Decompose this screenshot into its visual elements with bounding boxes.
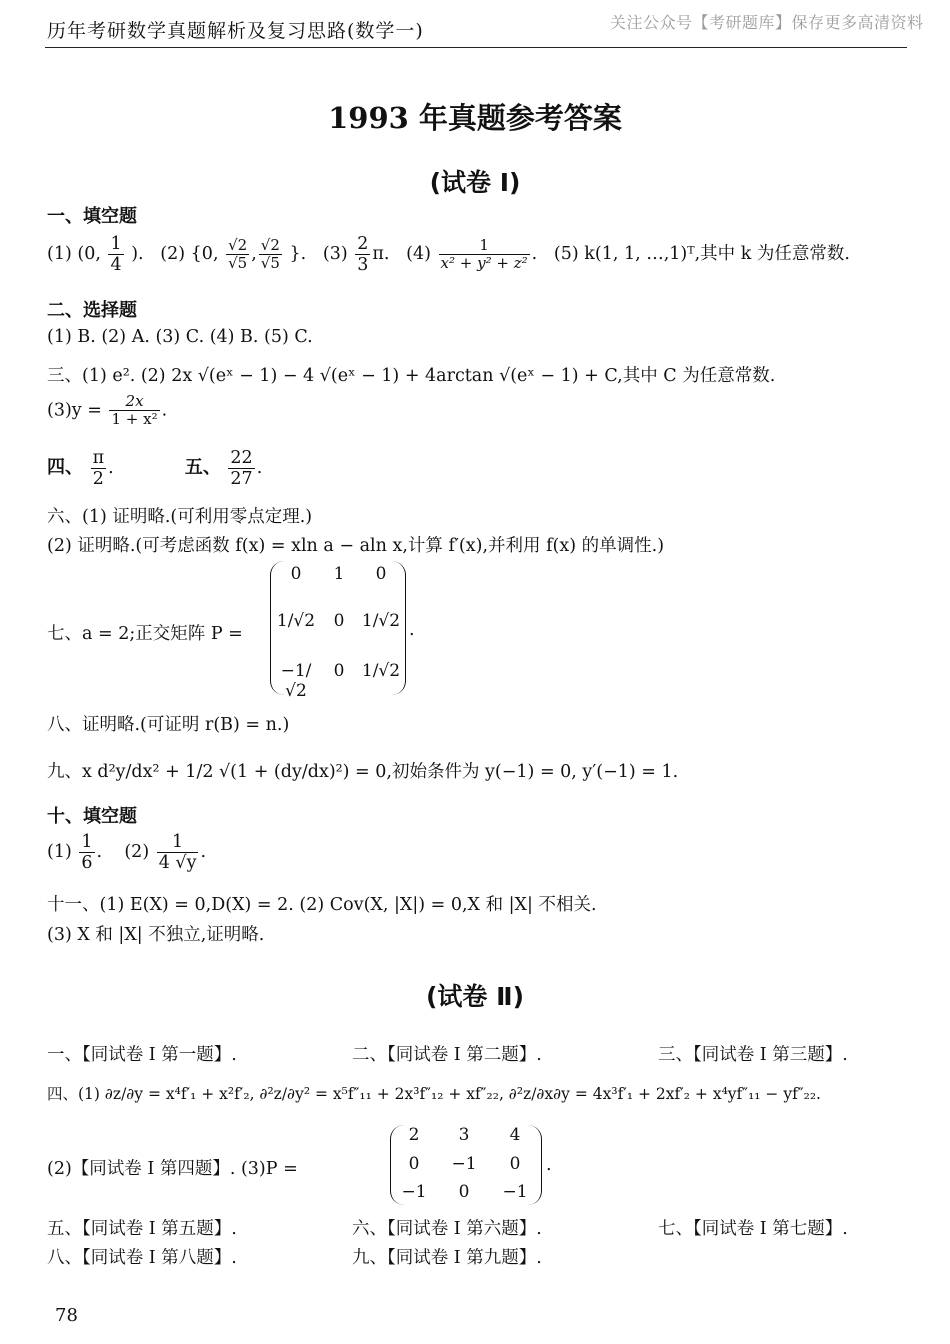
p-cell-11: 0 xyxy=(333,611,345,631)
s1-q2-a-den: √5 xyxy=(228,254,248,273)
running-header: 历年考研数学真题解析及复习思路(数学一) xyxy=(47,20,424,42)
section-9: 九、x d²y/dx² + 1/2 √(1 + (dy/dx)²) = 0,初始条件为 y(−1) = 0, y′(−1) = 1. xyxy=(47,762,679,782)
s1-q1-den: 4 xyxy=(110,255,122,276)
s10-q1-den: 6 xyxy=(81,853,93,874)
watermark-note: 关注公众号【考研题库】保存更多高清资料 xyxy=(610,13,924,32)
s1-q2-comma: , xyxy=(251,244,257,265)
p2-section-4-tail: . xyxy=(546,1155,552,1175)
p2-cell-01: 3 xyxy=(458,1125,470,1145)
s1-q1-open: (0, xyxy=(77,244,101,265)
s10-q2-tail: . xyxy=(200,842,207,863)
s1-q1-label: (1) xyxy=(47,244,72,265)
s1-q4-num: 1 xyxy=(439,237,530,255)
p-cell-00: 0 xyxy=(290,564,302,584)
section-10-answers xyxy=(47,832,206,873)
s5-label: 五、 xyxy=(184,457,221,479)
section-7-tail: . xyxy=(409,620,415,640)
section-1-answers xyxy=(47,234,850,275)
section-1-heading: 一、填空题 xyxy=(47,206,137,227)
page-title: 1993 年真题参考答案 xyxy=(328,101,622,135)
s10-q1-num: 1 xyxy=(81,832,93,852)
section-8: 八、证明略.(可证明 r(B) = n.) xyxy=(47,715,290,735)
s1-q2-b-num: √2 xyxy=(260,235,280,254)
s10-q1-tail: . xyxy=(96,842,103,863)
s1-q4-fraction xyxy=(439,237,530,273)
s10-q1-fraction xyxy=(79,832,94,873)
section-2-answers: (1) B. (2) A. (3) C. (4) B. (5) C. xyxy=(47,327,313,347)
s4-fraction xyxy=(91,448,107,489)
p-cell-12: 1/√2 xyxy=(361,611,401,631)
s1-q1-num: 1 xyxy=(110,234,122,254)
p2-row2-item2: 六、【同试卷 Ⅰ 第六题】. xyxy=(352,1219,542,1239)
section-7-text: 七、a = 2;正交矩阵 P = xyxy=(47,624,243,644)
p2-row2-item3: 七、【同试卷 Ⅰ 第七题】. xyxy=(658,1219,848,1239)
s3-q3-fraction xyxy=(109,393,159,429)
s5-num: 22 xyxy=(230,448,253,468)
p2-row1-item1: 一、【同试卷 Ⅰ 第一题】. xyxy=(47,1045,237,1065)
p2-cell-22: −1 xyxy=(502,1182,528,1202)
s1-q2-a-num: √2 xyxy=(228,235,248,254)
s10-q2-fraction xyxy=(157,832,199,873)
matrix-P-2 xyxy=(390,1125,542,1205)
s5-fraction xyxy=(228,448,254,489)
p2-cell-10: 0 xyxy=(408,1154,420,1174)
s1-q3-tail: π. xyxy=(372,244,390,265)
s1-q4-tail: . xyxy=(531,244,538,265)
s1-q1-fraction xyxy=(108,234,123,275)
matrix-P-1 xyxy=(270,561,406,701)
paper-2-heading: (试卷 Ⅱ) xyxy=(425,982,525,1011)
p2-row1-item3: 三、【同试卷 Ⅰ 第三题】. xyxy=(658,1045,848,1065)
s4-num: π xyxy=(92,448,105,468)
p2-cell-00: 2 xyxy=(408,1125,420,1145)
section-6-line-2: (2) 证明略.(可考虑函数 f(x) = xln a − aln x,计算 f′(x),并利用 f(x) 的单调性.) xyxy=(47,536,665,556)
s1-q2-close: }. xyxy=(289,244,307,265)
s3-q3-num: 2x xyxy=(109,393,159,411)
section-2-heading: 二、选择题 xyxy=(47,300,137,321)
s4-label: 四、 xyxy=(47,457,83,479)
s1-q2-open: {0, xyxy=(190,244,219,265)
p-cell-02: 0 xyxy=(375,564,387,584)
p-cell-10: 1/√2 xyxy=(276,611,316,631)
page-number: 78 xyxy=(55,1305,78,1326)
p-cell-21: 0 xyxy=(333,661,345,681)
p2-cell-21: 0 xyxy=(458,1182,470,1202)
s10-q2-den: 4 √y xyxy=(158,853,197,874)
p2-row1-item2: 二、【同试卷 Ⅰ 第二题】. xyxy=(352,1045,542,1065)
s1-q5: (5) k(1, 1, …,1)ᵀ,其中 k 为任意常数. xyxy=(553,244,850,265)
p-cell-22: 1/√2 xyxy=(361,661,401,681)
s4-den: 2 xyxy=(92,469,104,490)
p-cell-01: 1 xyxy=(333,564,345,584)
s3-q3-tail: . xyxy=(161,400,168,421)
s3-q3-den: 1 + x² xyxy=(111,410,158,429)
s1-q2-b-den: √5 xyxy=(260,254,280,273)
p2-cell-02: 4 xyxy=(509,1125,521,1145)
s3-q3-label: (3)y = xyxy=(47,400,102,421)
p2-row3-item1: 八、【同试卷 Ⅰ 第八题】. xyxy=(47,1248,237,1268)
s1-q4-den: x² + y² + z² xyxy=(440,254,528,273)
section-6-line-1: 六、(1) 证明略.(可利用零点定理.) xyxy=(47,507,313,527)
section-11-line-2: (3) X 和 |X| 不独立,证明略. xyxy=(47,925,265,945)
s1-q3-den: 3 xyxy=(357,255,369,276)
s5-tail: . xyxy=(256,458,263,479)
section-11-line-1: 十一、(1) E(X) = 0,D(X) = 2. (2) Cov(X, |X|) = 0,X 和 |X| 不相关. xyxy=(47,895,597,915)
s10-q2-label: (2) xyxy=(124,842,150,863)
p2-cell-11: −1 xyxy=(451,1154,477,1174)
s4-tail: . xyxy=(108,458,114,479)
p-cell-20: −1/√2 xyxy=(280,661,312,701)
s1-q2-fraction-b xyxy=(259,237,282,273)
p2-section-4-line-1: 四、(1) ∂z/∂y = x⁴f′₁ + x²f′₂, ∂²z/∂y² = x⁵f″₁₁ + 2x³f″₁₂ + xf″₂₂, ∂²z/∂x∂y = 4x³f′₁ + 2xf′₂ + x⁴yf″₁₁ − yf″₂₂. xyxy=(47,1085,821,1103)
s1-q4-label: (4) xyxy=(406,244,431,265)
section-3-line-1: 三、(1) e². (2) 2x √(eˣ − 1) − 4 √(eˣ − 1) + 4arctan √(eˣ − 1) + C,其中 C 为任意常数. xyxy=(47,366,776,386)
s1-q3-fraction xyxy=(355,234,370,275)
p2-cell-20: −1 xyxy=(401,1182,427,1202)
s10-q1-label: (1) xyxy=(47,842,72,863)
p2-cell-12: 0 xyxy=(509,1154,521,1174)
p2-section-4-line-2: (2)【同试卷 Ⅰ 第四题】. (3)P = xyxy=(47,1159,298,1179)
section-4-5-line xyxy=(47,448,262,489)
section-3-line-2 xyxy=(47,393,167,429)
s1-q2-fraction-a xyxy=(226,237,249,273)
p2-row3-item2: 九、【同试卷 Ⅰ 第九题】. xyxy=(352,1248,542,1268)
s1-q1-close: ). xyxy=(131,244,144,265)
s10-q2-num: 1 xyxy=(157,832,199,853)
header-rule xyxy=(45,47,907,48)
s5-den: 27 xyxy=(230,469,253,490)
s1-q2-label: (2) xyxy=(160,244,186,265)
s1-q3-num: 2 xyxy=(357,234,369,254)
s1-q3-label: (3) xyxy=(322,244,348,265)
paper-1-heading: (试卷 Ⅰ) xyxy=(429,168,521,197)
p2-row2-item1: 五、【同试卷 Ⅰ 第五题】. xyxy=(47,1219,237,1239)
section-10-heading: 十、填空题 xyxy=(47,806,137,827)
